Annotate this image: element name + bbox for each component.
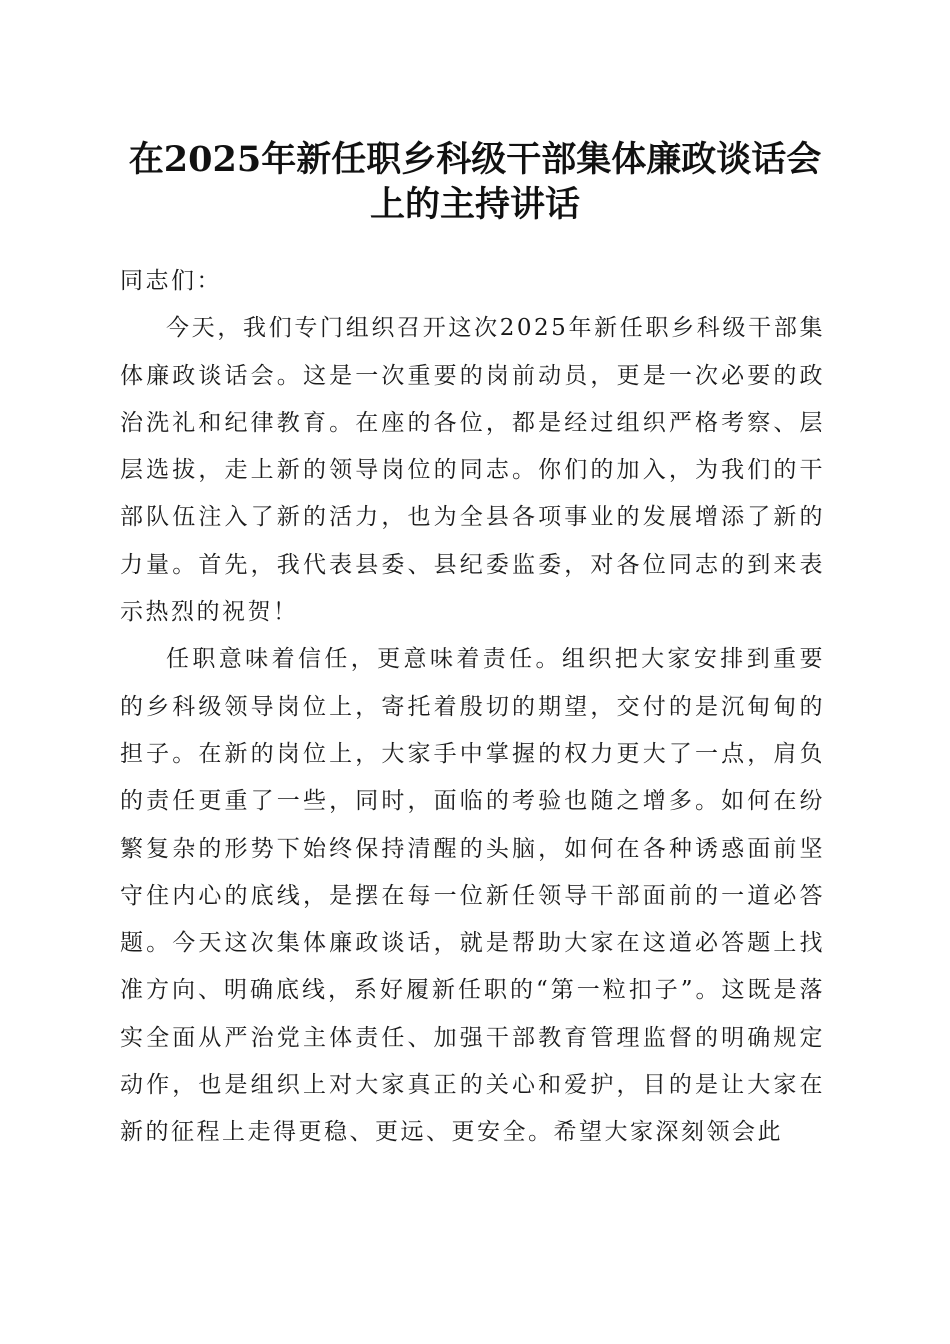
document-body: [120, 258, 825, 1157]
paragraph-responsibility: 任职意味着信任，更意味着责任。组织把大家安排到重要的乡科级领导岗位上，寄托着殷切的期望，交付的是沉甸甸的担子。在新的岗位上，大家手中掌握的权力更大了一点，肩负的责任更重了一些，同时，面临的考验也随之增多。如何在纷繁复杂的形势下始终保持清醒的头脑，如何在各种诱惑面前坚守住内心的底线，是摆在每一位新任领导干部面前的一道必答题。今天这次集体廉政谈话，就是帮助大家在这道必答题上找准方向、明确底线，系好履新任职的“第一粒扣子”。这既是落实全面从严治党主体责任、加强干部教育管理监督的明确规定动作，也是组织上对大家真正的关心和爱护，目的是让大家在新的征程上走得更稳、更远、更安全。希望大家深刻领会此: [120, 646, 825, 1146]
paragraph-opening: 今天，我们专门组织召开这次2025年新任职乡科级干部集体廉政谈话会。这是一次重要的岗前动员，更是一次必要的政治洗礼和纪律教育。在座的各位，都是经过组织严格考察、层层选拔，走上新的领导岗位的同志。你们的加入，为我们的干部队伍注入了新的活力，也为全县各项事业的发展增添了新的力量。首先，我代表县委、县纪委监委，对各位同志的到来表示热烈的祝贺！: [120, 315, 825, 626]
title-line-1: 在2025年新任职乡科级干部集体廉政谈话会: [128, 139, 822, 180]
title-line-2: 上的主持讲话: [369, 184, 580, 225]
salutation: 同志们：: [120, 268, 222, 294]
document-title: [100, 137, 850, 227]
